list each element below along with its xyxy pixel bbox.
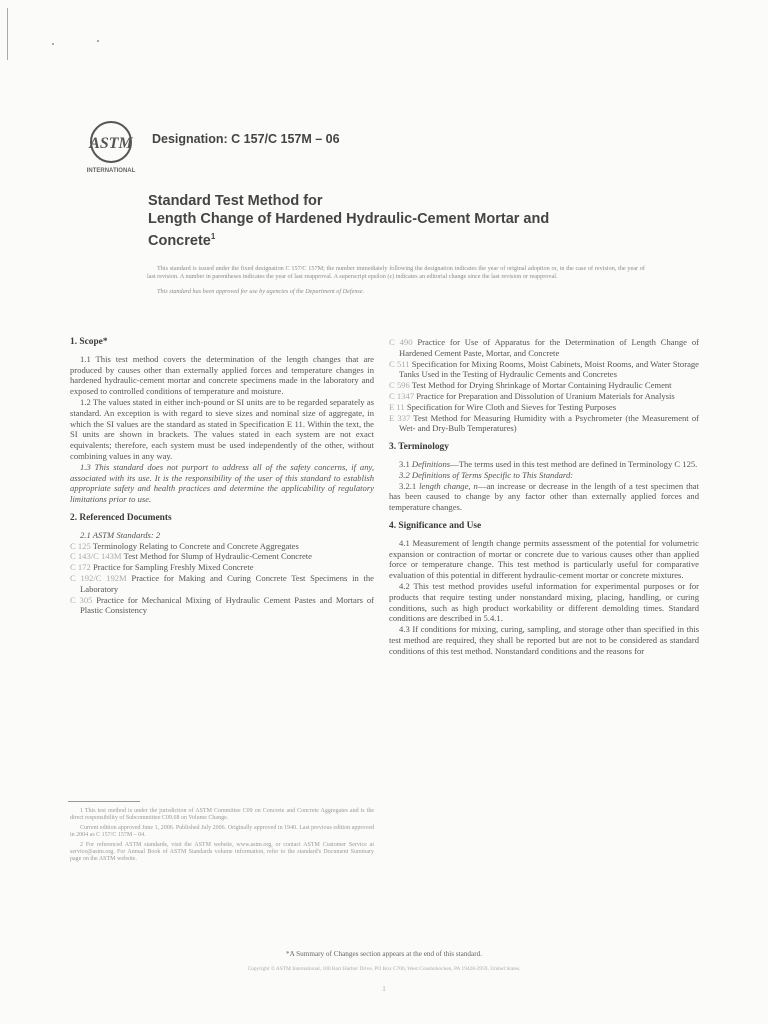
dod-note: This standard has been approved for use by agencies of the Department of Defense. <box>157 288 365 295</box>
scan-mark-dot <box>52 43 54 45</box>
subheading: 2.1 ASTM Standards: 2 <box>80 529 161 540</box>
footnote: Current edition approved June 1, 2006. Published July 2006. Originally approved in 1940. Last previous edition approved in 2004 as C 157/C 157M – 04. <box>70 824 374 839</box>
reference-item[interactable]: C 305 Practice for Mechanical Mixing of Hydraulic Cement Pastes and Mortars of Plastic Consistency <box>70 594 374 616</box>
footnote: 2 For referenced ASTM standards, visit the ASTM website, www.astm.org, or contact ASTM Customer Service at service@astm.org. For Annual Book of ASTM Standards volume information, refer to the standard's Document Summary page on the ASTM website. <box>70 841 374 863</box>
paragraph: 4.2 This test method provides useful information for experimental purposes or for products that require testing under nonstandard mixing, placing, handling, or curing conditions, such as high product workability or different demolding times. Standard conditions are described in 5.4.1. <box>389 580 699 624</box>
right-column <box>389 337 699 657</box>
section-heading-referenced-documents: 2. Referenced Documents <box>70 512 172 523</box>
section-heading-scope: 1. Scope* <box>70 337 108 347</box>
reference-item[interactable]: C 490 Practice for Use of Apparatus for the Determination of Length Change of Hardened Cement Paste, Mortar, and Concrete <box>389 337 700 358</box>
page-number: 1 <box>382 985 386 993</box>
paragraph: 1.1 This test method covers the determination of the length changes that are produced by causes other than externally applied forces and temperature changes in hardened hydraulic-cement mortar and concrete specimens made in the laboratory and exposed to controlled conditions of temperature and moisture. <box>70 353 374 397</box>
paragraph: 3.1 Definitions—The terms used in this test method are defined in Terminology C 125. <box>399 458 698 469</box>
reference-item[interactable]: E 11 Specification for Wire Cloth and Sieves for Testing Purposes <box>389 401 617 412</box>
paragraph: 3.2.1 length change, n—an increase or decrease in the length of a test specimen that has been caused to change by any factor other than externally applied forces and temperature changes. <box>389 480 699 513</box>
left-column <box>70 337 374 616</box>
reference-item[interactable]: E 337 Test Method for Measuring Humidity with a Psychrometer (the Measurement of Wet- and Dry-Bulb Temperatures) <box>389 412 699 434</box>
svg-text:INTERNATIONAL: INTERNATIONAL <box>86 168 136 174</box>
title-line: Concrete$^1$ <box>148 232 216 249</box>
footnote-marker: 1 <box>210 232 216 241</box>
paragraph: 1.2 The values stated in either inch-pound or SI units are to be regarded separately as standard. An exception is with regard to sieve sizes and nominal size of aggregate, in which the SI values are the standard as stated in Specification E 11. Within the text, the SI units are shown in brackets. The values stated in each system are not exact equivalents; therefore, each system must be used independently of the other, without combining values in any way. <box>70 396 374 461</box>
footnote: 1 This test method is under the jurisdiction of ASTM Committee C09 on Concrete and Concrete Aggregates and is the direct responsibility of Subcommittee C09.68 on Volume Change. <box>70 808 374 822</box>
title-line: Standard Test Method for <box>148 193 323 209</box>
section-heading-significance: 4. Significance and Use <box>389 520 482 531</box>
reference-item[interactable]: C 1347 Practice for Preparation and Dissolution of Uranium Materials for Analysis <box>389 390 675 401</box>
scan-mark-dot <box>97 40 99 42</box>
reference-item[interactable]: C 172 Practice for Sampling Freshly Mixed Concrete <box>70 562 254 573</box>
preamble <box>147 265 645 303</box>
paragraph: 3.2 Definitions of Terms Specific to This Standard: <box>399 469 574 480</box>
footnotes <box>70 808 374 866</box>
reference-item[interactable]: C 125 Terminology Relating to Concrete and Concrete Aggregates <box>70 540 299 551</box>
paragraph: 4.1 Measurement of length change permits assessment of the potential for volumetric expansion or contraction of mortar or concrete due to various causes other than applied force or temperature change. This test method is particularly useful for comparative evaluation of this potential in different hydraulic-cement mortar or concrete mixtures. <box>389 537 699 581</box>
reference-item[interactable]: C 596 Test Method for Drying Shrinkage of Mortar Containing Hydraulic Cement <box>389 380 672 391</box>
paragraph: 4.3 If conditions for mixing, curing, sampling, and storage other than specified in this test method are required, they shall be reported but are not to be considered as standard conditions of this test method. Nonstandard conditions and the reasons for <box>389 624 699 656</box>
designation: Designation: C 157/C 157M – 06 <box>152 132 340 146</box>
summary-note: *A Summary of Changes section appears at the end of this standard. <box>285 950 482 958</box>
svg-text:ASTM: ASTM <box>89 135 133 152</box>
title-line: Length Change of Hardened Hydraulic-Cement Mortar and <box>148 211 550 227</box>
safety-paragraph: 1.3 This standard does not purport to address all of the safety concerns, if any, associated with its use. It is the responsibility of the user of this standard to establish appropriate safety and health practices and determine the applicability of regulatory limitations prior to use. <box>70 461 374 505</box>
astm-logo-icon <box>80 118 142 176</box>
document-title <box>148 192 648 250</box>
footnote-rule <box>68 801 140 802</box>
scan-mark-line <box>7 8 8 60</box>
section-heading-terminology: 3. Terminology <box>389 442 449 453</box>
reference-item[interactable]: C 511 Specification for Mixing Rooms, Moist Cabinets, Moist Rooms, and Water Storage Tanks Used in the Testing of Hydraulic Cements and Concretes <box>389 358 699 380</box>
reference-item[interactable]: C 143/C 143M Test Method for Slump of Hydraulic-Cement Concrete <box>70 551 312 562</box>
copyright: Copyright © ASTM International, 100 Barr Harbor Drive, PO Box C700, West Conshohocken, PA 19428-2959, United States. <box>247 966 521 972</box>
reference-item[interactable]: C 192/C 192M Practice for Making and Curing Concrete Test Specimens in the Laboratory <box>70 572 374 594</box>
issue-note: This standard is issued under the fixed designation C 157/C 157M; the number immediately following the designation indicates the year of original adoption or, in the case of revision, the year of last revision. A number in parentheses indicates the year of last reapproval. A superscript epsilon (ε) indicates an editorial change since the last revision or reapproval. <box>147 265 645 280</box>
